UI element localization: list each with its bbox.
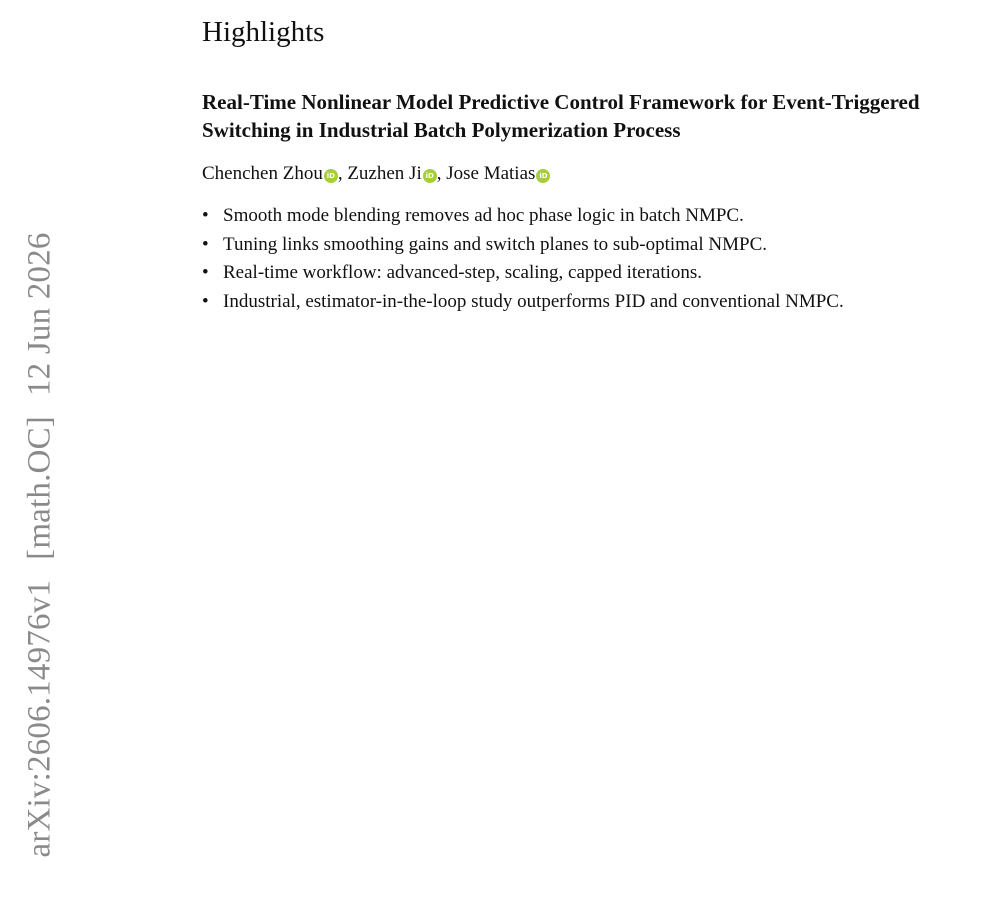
author-entry <box>446 163 550 184</box>
bullet-icon: • <box>202 290 209 312</box>
bullet-icon: • <box>202 233 209 255</box>
arxiv-date: 12 Jun 2026 <box>21 232 58 397</box>
author-entry <box>347 163 446 184</box>
author-separator: , <box>337 163 348 184</box>
highlight-item <box>202 231 992 260</box>
author-list <box>202 161 992 187</box>
highlight-item <box>202 288 992 317</box>
arxiv-identifier-stamp <box>22 232 59 857</box>
highlight-item <box>202 259 992 288</box>
author-name: Zuzhen Ji <box>347 163 422 184</box>
highlights-page <box>202 14 992 316</box>
bullet-icon: • <box>202 262 209 283</box>
highlight-text: Smooth mode blending removes ad hoc phase logic in batch NMPC. <box>223 205 744 226</box>
section-heading: Highlights <box>202 16 325 48</box>
author-name: Jose Matias <box>446 163 536 184</box>
highlight-item <box>202 202 992 231</box>
orcid-icon[interactable]: iD <box>536 169 550 183</box>
arxiv-category: [math.OC] <box>21 416 58 560</box>
highlight-text: Tuning links smoothing gains and switch planes to sub-optimal NMPC. <box>223 233 767 255</box>
highlights-list <box>202 202 992 316</box>
author-separator: , <box>436 163 447 184</box>
highlight-text: Industrial, estimator-in-the-loop study outperforms PID and conventional NMPC. <box>223 290 844 312</box>
orcid-icon[interactable]: iD <box>423 169 437 183</box>
author-entry <box>202 163 347 184</box>
bullet-icon: • <box>202 205 209 226</box>
orcid-icon[interactable]: iD <box>324 169 338 183</box>
paper-title: Real-Time Nonlinear Model Predictive Control Framework for Event-Triggered Switching in Industrial Batch Polymerization Process <box>202 90 920 142</box>
author-name: Chenchen Zhou <box>202 163 323 184</box>
arxiv-id: arXiv:2606.14976v1 <box>21 579 58 858</box>
highlight-text: Real-time workflow: advanced-step, scaling, capped iterations. <box>223 262 703 283</box>
